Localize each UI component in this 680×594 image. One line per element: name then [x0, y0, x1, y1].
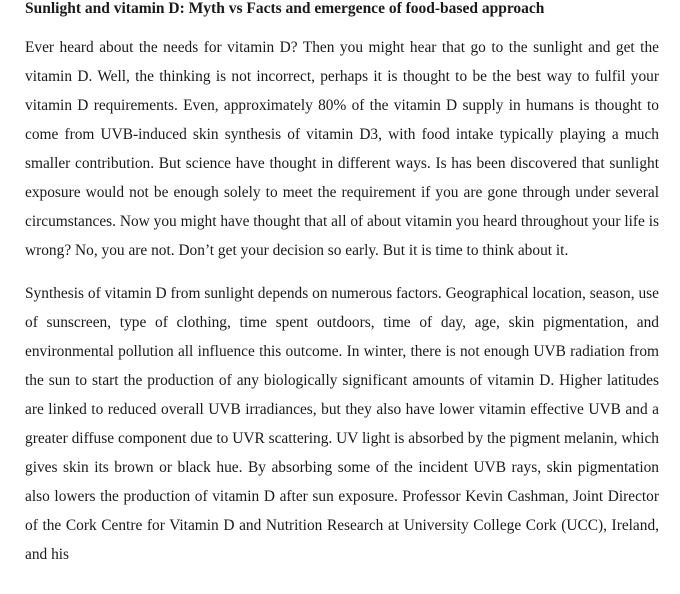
document-page	[25, 0, 659, 569]
article-title: Sunlight and vitamin D: Myth vs Facts and emergence of food-based approach	[25, 0, 545, 17]
paragraph-synthesis: Synthesis of vitamin D from sunlight depends on numerous factors. Geographical location, season, use of sunscreen, type of clothing, time spent outdoors, time of day, age, skin pigmentation, and environmental pollution all influence this outcome. In winter, there is not enough UVB radiation from the sun to start the production of any biologically significant amounts of vitamin D. Higher latitudes are linked to reduced overall UVB irradiances, but they also have lower vitamin effective UVB and a greater diffuse component due to UVR scattering. UV light is absorbed by the pigment melanin, which gives skin its brown or black hue. By absorbing some of the incident UVB rays, skin pigmentation also lowers the production of vitamin D after sun exposure. Professor Kevin Cashman, Joint Director of the Cork Centre for Vitamin D and Nutrition Research at University College Cork (UCC), Ireland, and his	[25, 285, 659, 563]
paragraph-intro: Ever heard about the needs for vitamin D? Then you might hear that go to the sunlight and get the vitamin D. Well, the thinking is not incorrect, perhaps it is thought to be the best way to fulfil your vitamin D requirements. Even, approximately 80% of the vitamin D supply in humans is thought to come from UVB-induced skin synthesis of vitamin D3, with food intake typically playing a much smaller contribution. But science have thought in different ways. Is has been discovered that sunlight exposure would not be enough solely to meet the requirement if you are gone through under several circumstances. Now you might have thought that all of about vitamin you heard throughout your life is wrong? No, you are not. Don’t get your decision so early. But it is time to think about it.	[25, 39, 659, 259]
